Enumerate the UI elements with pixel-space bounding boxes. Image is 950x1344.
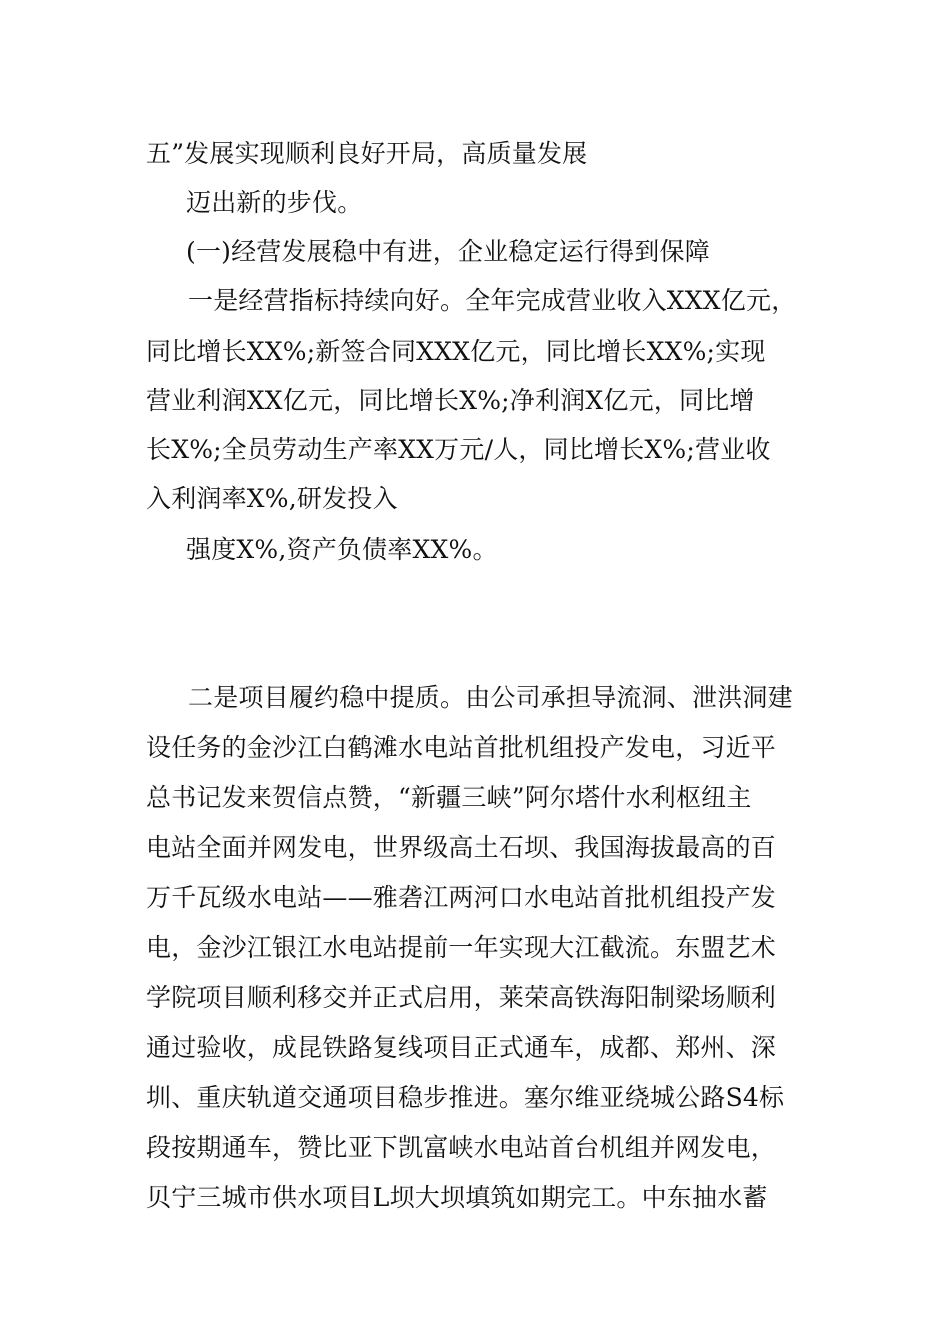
paragraph-line: 强度X%,资产负债率XX%。 bbox=[186, 535, 498, 564]
paragraph-line: 通过验收，成昆铁路复线项目正式通车，成都、郑州、深 bbox=[146, 1033, 777, 1062]
paragraph-line: 电，金沙江银江水电站提前一年实现大江截流。东盟艺术 bbox=[146, 933, 777, 962]
paragraph-line: 设任务的金沙江白鹤滩水电站首批机组投产发电，习近平 bbox=[146, 733, 777, 762]
paragraph-line: 圳、重庆轨道交通项目稳步推进。塞尔维亚绕城公路S4标 bbox=[146, 1083, 785, 1112]
paragraph-line: 万千瓦级水电站——雅砻江两河口水电站首批机组投产发 bbox=[146, 883, 777, 912]
paragraph-line: 二是项目履约稳中提质。由公司承担导流洞、泄洪洞建 bbox=[188, 683, 793, 712]
paragraph-line: 长X%;全员劳动生产率XX万元/人，同比增长X%;营业收 bbox=[146, 435, 771, 464]
paragraph-line: 入利润率X%,研发投入 bbox=[146, 484, 398, 513]
paragraph-line: 同比增长XX%;新签合同XXX亿元，同比增长XX%;实现 bbox=[146, 337, 766, 366]
paragraph-line: 学院项目顺利移交并正式启用，莱荣高铁海阳制梁场顺利 bbox=[146, 983, 777, 1012]
paragraph-line: 段按期通车，赞比亚下凯富峡水电站首台机组并网发电， bbox=[146, 1133, 777, 1162]
section-heading: (一)经营发展稳中有进，企业稳定运行得到保障 bbox=[186, 237, 710, 266]
paragraph-line: 迈出新的步伐。 bbox=[186, 188, 363, 217]
paragraph-line: 贝宁三城市供水项目L坝大坝填筑如期完工。中东抽水蓄 bbox=[146, 1183, 768, 1212]
paragraph-line: 营业利润XX亿元，同比增长X%;净利润X亿元，同比增 bbox=[146, 386, 755, 415]
paragraph-line: 电站全面并网发电，世界级高土石坝、我国海拔最高的百 bbox=[146, 833, 777, 862]
paragraph-line: 一是经营指标持续向好。全年完成营业收入XXX亿元， bbox=[188, 286, 797, 315]
paragraph-line: 五”发展实现顺利良好开局，高质量发展 bbox=[146, 139, 588, 168]
paragraph-line: 总书记发来贺信点赞，“新疆三峡”阿尔塔什水利枢纽主 bbox=[146, 783, 752, 812]
